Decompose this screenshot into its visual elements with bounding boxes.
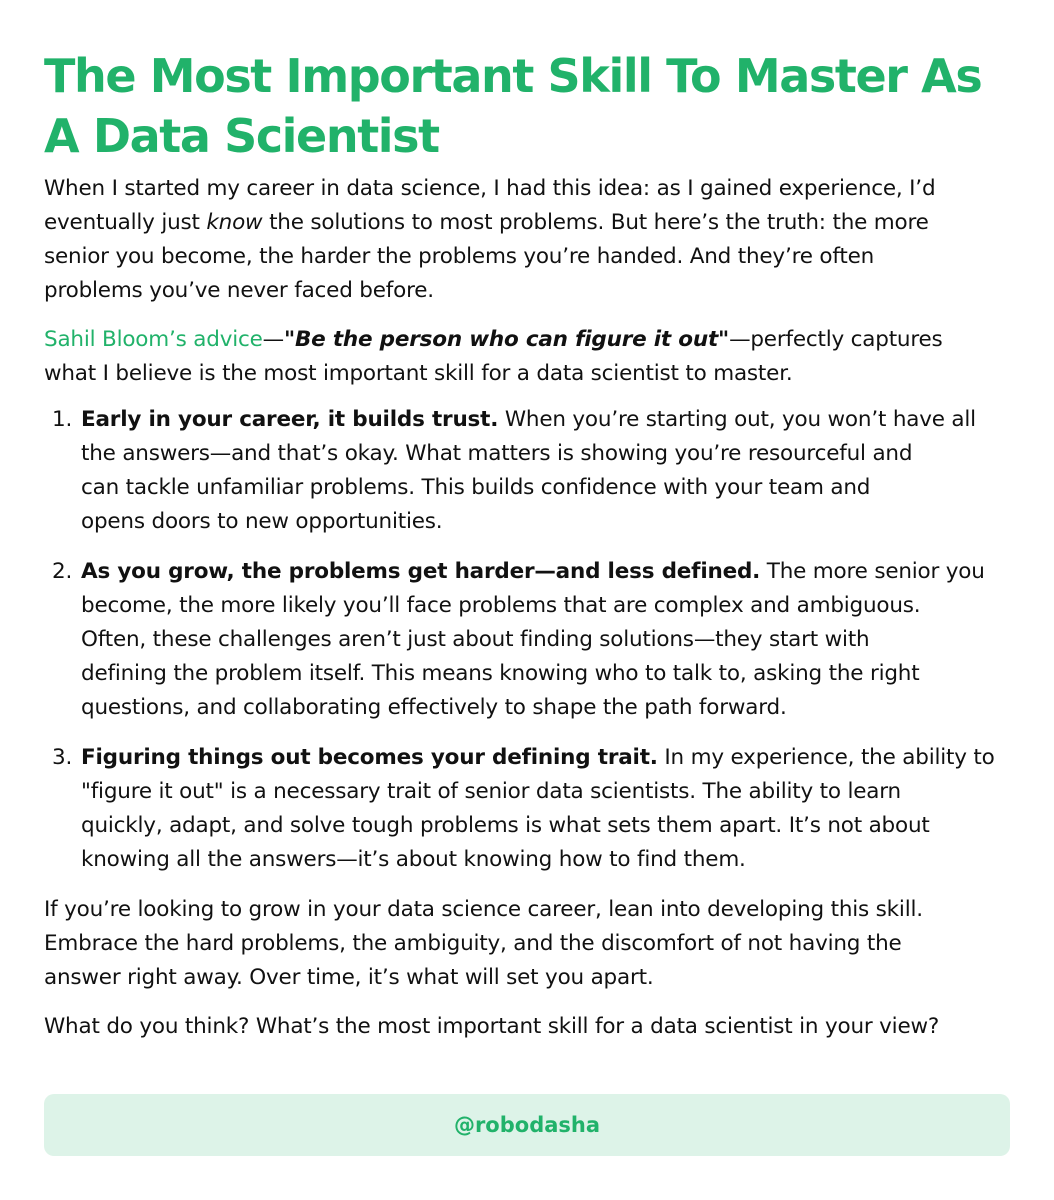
question-line: What do you think? What’s the most important skill for a data scientist in your view? (44, 1014, 940, 1039)
advice-line (44, 323, 1010, 357)
outro-paragraph (44, 893, 1010, 995)
list-item-line: "figure it out" is a necessary trait of senior data scientists. The ability to learn (81, 779, 901, 804)
list-item-line: opens doors to new opportunities. (81, 509, 443, 534)
page-title (44, 46, 1010, 166)
list-item-heading: Figuring things out becomes your defining trait. (81, 745, 658, 770)
sahil-bloom-advice-link[interactable]: Sahil Bloom’s advice (44, 327, 263, 352)
list-item-text: In my experience, the ability to (657, 745, 995, 770)
list-item-line (81, 403, 1010, 437)
em-dash: — (262, 327, 284, 352)
advice-text: —perfectly captures (729, 327, 943, 352)
list-item-line (81, 741, 1010, 775)
title-line-2: A Data Scientist (44, 109, 439, 163)
author-footer (44, 1094, 1010, 1156)
intro-line (44, 206, 1010, 240)
numbered-list (44, 403, 1010, 877)
intro-line: problems you’ve never faced before. (44, 278, 434, 303)
intro-text: the solutions to most problems. But here’s the truth: the more (262, 210, 929, 235)
intro-paragraph (44, 172, 1010, 308)
outro-line: If you’re looking to grow in your data science career, lean into developing this skill. (44, 897, 923, 922)
list-item-line: quickly, adapt, and solve tough problems is what sets them apart. It’s not about (81, 813, 930, 838)
list-number: 3. (52, 745, 73, 770)
list-item (44, 555, 1010, 725)
list-item-line: can tackle unfamiliar problems. This builds confidence with your team and (81, 475, 871, 500)
title-line-1: The Most Important Skill To Master As (44, 49, 982, 103)
emphasis-know: know (206, 210, 263, 235)
advice-paragraph (44, 323, 1010, 391)
intro-text: eventually just (44, 210, 207, 235)
author-handle[interactable]: @robodasha (453, 1113, 601, 1137)
list-item-heading: Early in your career, it builds trust. (81, 407, 499, 432)
outro-line: Embrace the hard problems, the ambiguity, and the discomfort of not having the (44, 931, 902, 956)
list-item-line (81, 555, 1010, 589)
list-item-text: The more senior you (760, 559, 985, 584)
advice-quote: "Be the person who can figure it out" (283, 327, 730, 352)
list-item (44, 741, 1010, 877)
list-number: 2. (52, 559, 73, 584)
list-item-heading: As you grow, the problems get harder—and less defined. (81, 559, 761, 584)
question-paragraph (44, 1010, 1010, 1044)
outro-line: answer right away. Over time, it’s what will set you apart. (44, 965, 654, 990)
intro-line: When I started my career in data science, I had this idea: as I gained experience, I’d (44, 176, 936, 201)
advice-line: what I believe is the most important skill for a data scientist to master. (44, 361, 793, 386)
list-item-text: When you’re starting out, you won’t have all (498, 407, 976, 432)
list-item (44, 403, 1010, 539)
list-item-line: Often, these challenges aren’t just about finding solutions—they start with (81, 627, 870, 652)
list-item-line: the answers—and that’s okay. What matters is showing you’re resourceful and (81, 441, 913, 466)
list-item-line: become, the more likely you’ll face problems that are complex and ambiguous. (81, 593, 921, 618)
list-item-line: knowing all the answers—it’s about knowing how to find them. (81, 847, 746, 872)
intro-line: senior you become, the harder the problems you’re handed. And they’re often (44, 244, 875, 269)
list-number: 1. (52, 407, 73, 432)
list-item-line: questions, and collaborating effectively to shape the path forward. (81, 695, 787, 720)
list-item-line: defining the problem itself. This means knowing who to talk to, asking the right (81, 661, 920, 686)
